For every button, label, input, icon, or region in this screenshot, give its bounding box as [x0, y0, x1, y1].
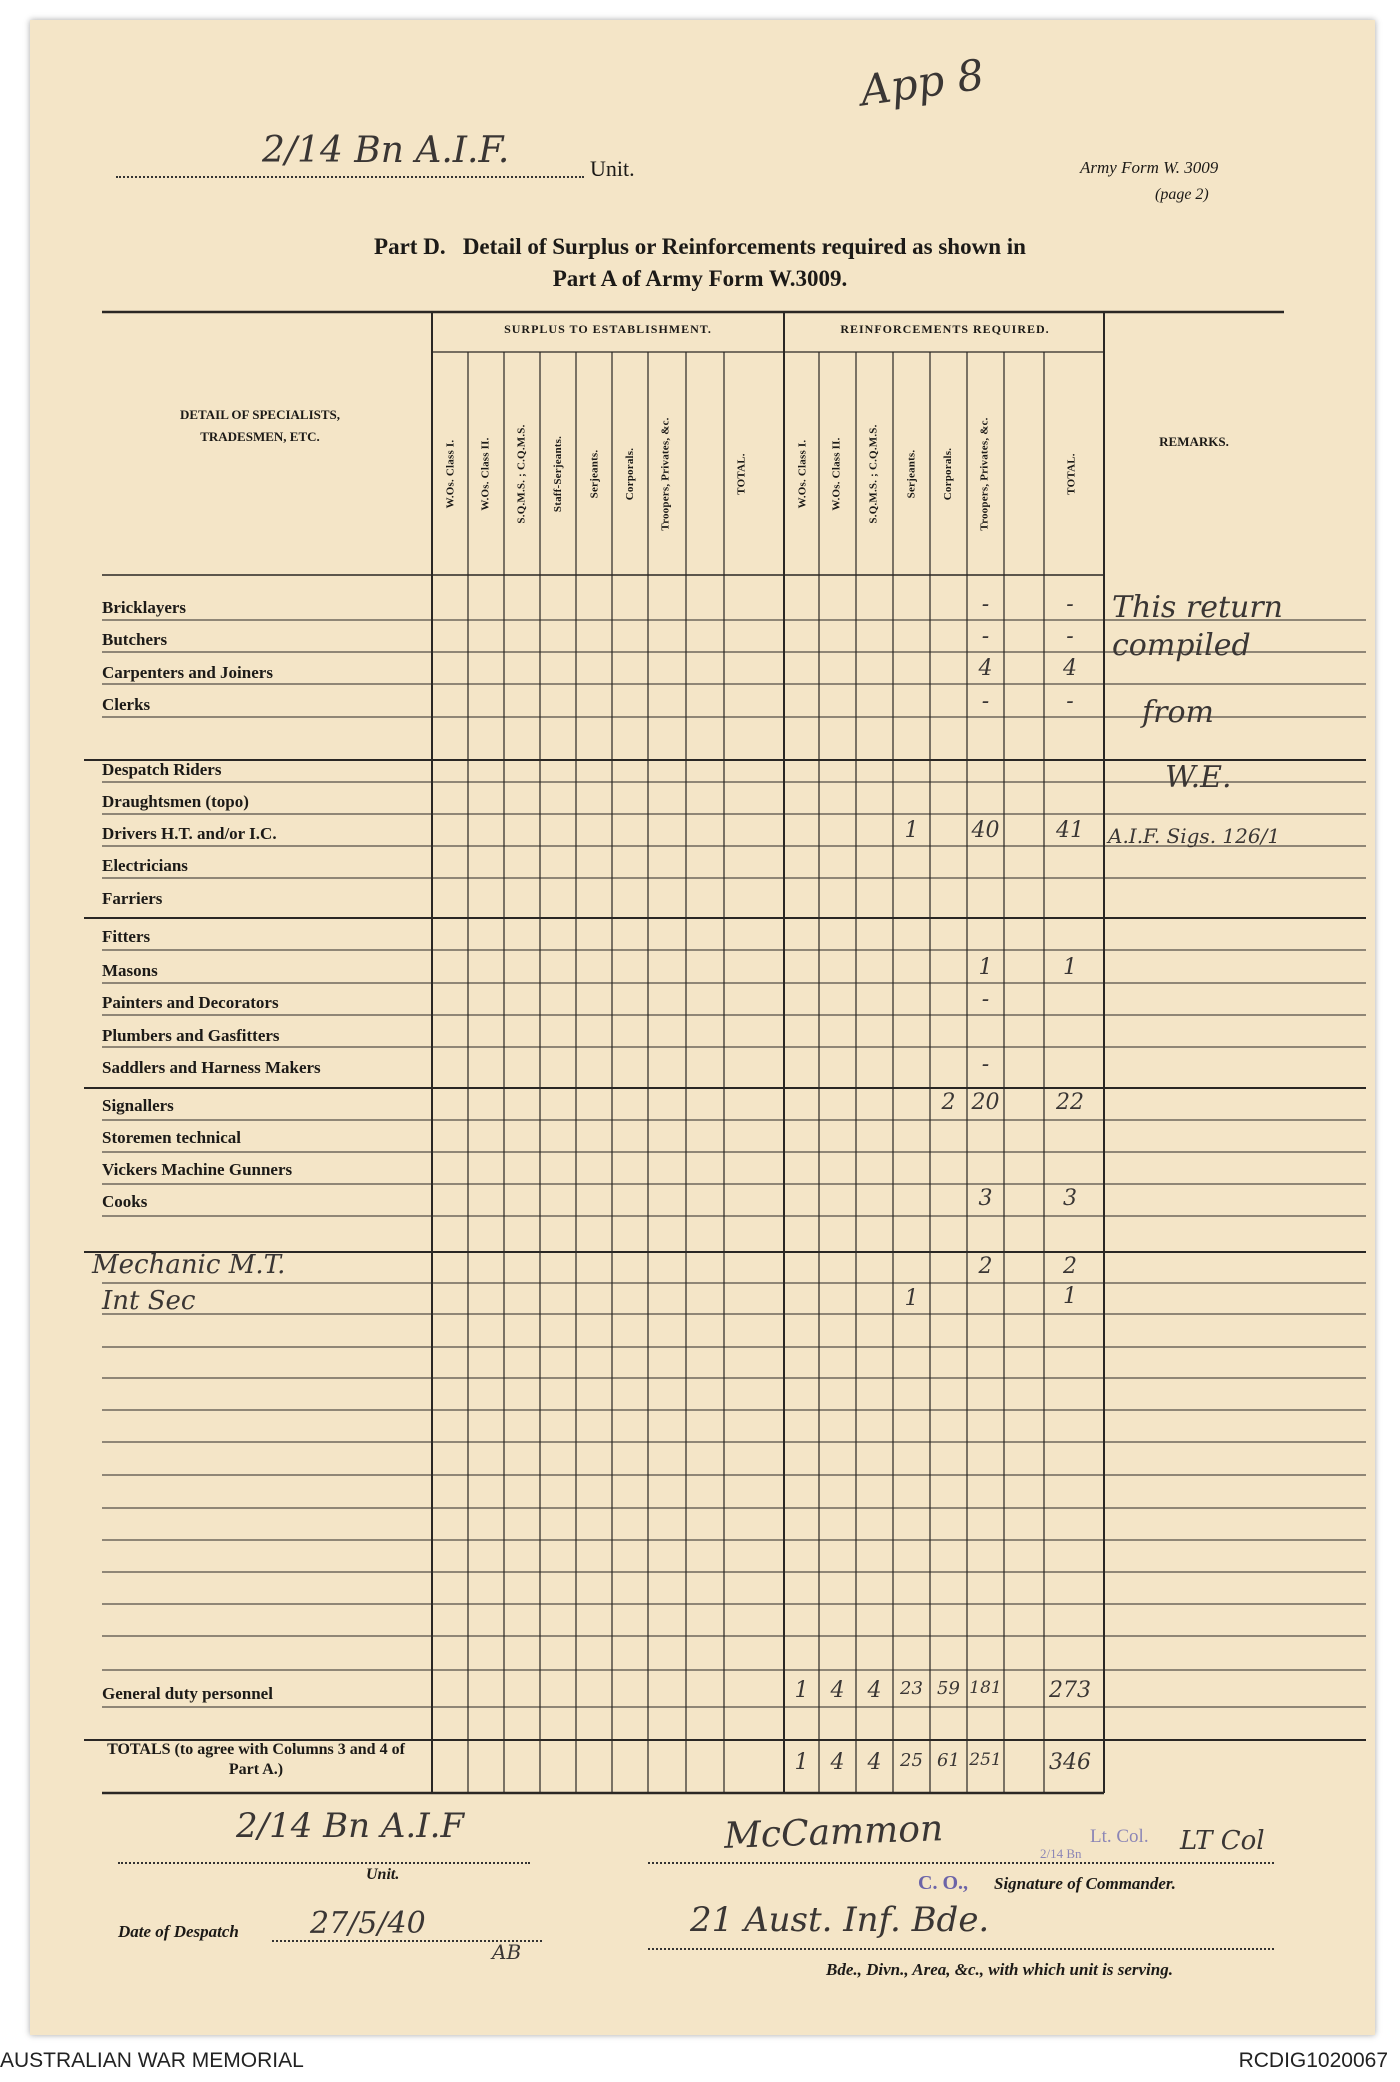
unit-handwritten: 2/14 Bn A.I.F. [262, 130, 510, 171]
cell-painters-troopers: - [981, 987, 990, 1012]
row-label-totals: TOTALS (to agree with Columns 3 and 4 of Part A.) [107, 1741, 405, 1778]
form-title-line1: Part D. Detail of Surplus or Reinforcements required as shown in [374, 234, 1026, 259]
date-of-despatch-value: 27/5/40 [310, 1906, 426, 1941]
row-label-cooks: Cooks [102, 1192, 148, 1211]
row-label-plumbers: Plumbers and Gasfitters [102, 1026, 280, 1045]
surplus-col-serjeants-header: Serjeants. [588, 449, 600, 499]
surplus-col-total-header: TOTAL. [736, 453, 749, 495]
row-label-vickers: Vickers Machine Gunners [102, 1160, 293, 1179]
unit-label: Unit. [590, 156, 635, 181]
cell-gd-total: 273 [1049, 1678, 1091, 1703]
reinf-col-sqms-header: S.Q.M.S. ; C.Q.M.S. [868, 424, 881, 524]
reinf-col-total-header: TOTAL. [1066, 453, 1079, 495]
cell-cooks-troopers: 3 [978, 1186, 993, 1211]
cell-bricklayers-total: - [1066, 592, 1074, 617]
row-label-mechanic-mt: Mechanic M.T. [92, 1250, 286, 1280]
row-label-signallers: Signallers [102, 1096, 174, 1115]
surplus-col-corporals-header: Corporals. [624, 447, 637, 501]
handwritten-rank: LT Col [1180, 1826, 1265, 1856]
cell-gd-troopers: 181 [969, 1678, 1002, 1698]
form-page: (page 2) [1155, 186, 1209, 203]
row-label-saddlers: Saddlers and Harness Makers [102, 1058, 321, 1077]
row-label-carpenters: Carpenters and Joiners [102, 663, 273, 682]
cell-drivers-total: 41 [1056, 818, 1084, 843]
cell-clerks-troopers: - [981, 689, 990, 714]
cell-totals-sqms: 4 [867, 1750, 882, 1775]
date-of-despatch-label: Date of Despatch [118, 1922, 239, 1941]
cell-totals-total: 346 [1049, 1750, 1091, 1775]
date-initials: AB [492, 1940, 522, 1964]
surplus-col-wo2-header: W.Os. Class II. [480, 437, 493, 511]
row-label-masons: Masons [102, 961, 158, 980]
surplus-col-staff-serjeants-header: Staff-Serjeants. [552, 435, 564, 513]
reinf-col-wo2-header: W.Os. Class II. [831, 437, 844, 511]
cell-signallers-troopers: 20 [971, 1090, 1000, 1115]
surplus-col-troopers-header: Troopers, Privates, &c. [660, 417, 672, 531]
cell-intsec-total: 1 [1063, 1284, 1077, 1309]
cell-masons-troopers: 1 [978, 955, 993, 980]
bottom-unit-label: Unit. [366, 1866, 400, 1883]
cell-totals-wo1: 1 [794, 1750, 809, 1775]
row-label-int-sec: Int Sec [102, 1286, 196, 1316]
remarks-header: REMARKS. [1159, 434, 1229, 449]
detail-header: DETAIL OF SPECIALISTS, TRADESMEN, ETC. [179, 407, 341, 444]
cell-butchers-total: - [1066, 624, 1074, 649]
brigade-underline [648, 1948, 1274, 1950]
cell-carpenters-total: 4 [1063, 656, 1077, 681]
remark-line3: from [1142, 695, 1214, 730]
surplus-col-blank-header [684, 372, 720, 576]
cell-signallers-total: 22 [1056, 1090, 1084, 1115]
surplus-col-wo1-header: W.Os. Class I. [444, 439, 457, 509]
stamp-unit: 2/14 Bn [1040, 1846, 1082, 1861]
cell-mechanic-troopers: 2 [978, 1254, 993, 1279]
footer-id: RCDIG1020067 [1238, 2049, 1388, 2072]
row-label-electricians: Electricians [102, 856, 188, 875]
cell-totals-corporals: 61 [937, 1750, 960, 1771]
cell-saddlers-troopers: - [981, 1052, 990, 1077]
cell-totals-troopers: 251 [969, 1750, 1002, 1770]
surplus-col-sqms-header: S.Q.M.S. ; C.Q.M.S. [516, 424, 529, 524]
cell-intsec-serjeants: 1 [904, 1286, 919, 1311]
cell-gd-wo2: 4 [830, 1678, 845, 1703]
cell-bricklayers-troopers: - [981, 592, 990, 617]
group-reinforcements-header: REINFORCEMENTS REQUIRED. [840, 322, 1050, 336]
signature-label: Signature of Commander. [994, 1874, 1176, 1893]
row-label-despatch-riders: Despatch Riders [102, 760, 222, 779]
cell-cooks-total: 3 [1063, 1186, 1077, 1211]
row-label-painters: Painters and Decorators [102, 993, 279, 1012]
row-label-drivers: Drivers H.T. and/or I.C. [102, 824, 277, 843]
cell-carpenters-troopers: 4 [978, 656, 993, 681]
remark-line1: This return [1112, 590, 1283, 625]
signature-underline [648, 1862, 1274, 1864]
remark-line5: A.I.F. Sigs. 126/1 [1108, 824, 1281, 848]
row-label-fitters: Fitters [102, 927, 151, 946]
cell-gd-wo1: 1 [794, 1678, 809, 1703]
reinf-col-troopers-header: Troopers, Privates, &c. [979, 417, 991, 531]
cell-signallers-corporals: 2 [941, 1090, 956, 1115]
cell-gd-corporals: 59 [937, 1678, 960, 1699]
row-label-storemen: Storemen technical [102, 1128, 241, 1147]
cell-clerks-total: - [1066, 689, 1074, 714]
brigade-label: Bde., Divn., Area, &c., with which unit is serving. [826, 1960, 1173, 1979]
reinf-col-corporals-header: Corporals. [942, 447, 955, 501]
cell-butchers-troopers: - [981, 624, 990, 649]
reinf-col-blank-header [1004, 372, 1040, 576]
cell-gd-sqms: 4 [867, 1678, 882, 1703]
cell-mechanic-total: 2 [1063, 1254, 1077, 1279]
row-label-butchers: Butchers [102, 630, 168, 649]
reinf-col-serjeants-header: Serjeants. [905, 449, 917, 499]
cell-totals-serjeants: 25 [900, 1750, 923, 1771]
cell-totals-wo2: 4 [830, 1750, 845, 1775]
reinf-col-wo1-header: W.Os. Class I. [796, 439, 809, 509]
commander-signature: McCammon [723, 1808, 944, 1857]
cell-masons-total: 1 [1063, 955, 1077, 980]
footer-source: AUSTRALIAN WAR MEMORIAL [0, 2049, 304, 2072]
row-label-bricklayers: Bricklayers [102, 598, 187, 617]
cell-drivers-troopers: 40 [971, 818, 1000, 843]
bottom-unit-underline [118, 1862, 530, 1864]
appendix-annotation: App 8 [857, 49, 987, 116]
remark-line4: W.E. [1165, 760, 1232, 795]
row-label-draughtsmen: Draughtsmen (topo) [102, 792, 249, 811]
stamp-rank: Lt. Col. [1090, 1826, 1149, 1847]
row-label-general-duty: General duty personnel [102, 1684, 273, 1703]
brigade-handwritten: 21 Aust. Inf. Bde. [690, 1900, 990, 1940]
stamp-co: C. O., [918, 1872, 968, 1894]
bottom-unit-handwritten: 2/14 Bn A.I.F [236, 1806, 465, 1846]
row-label-clerks: Clerks [102, 695, 151, 714]
cell-gd-serjeants: 23 [900, 1678, 923, 1699]
form-name: Army Form W. 3009 [1080, 158, 1219, 177]
row-label-farriers: Farriers [102, 889, 163, 908]
remark-line2: compiled [1112, 628, 1251, 663]
group-surplus-header: SURPLUS TO ESTABLISHMENT. [504, 322, 712, 336]
cell-drivers-serjeants: 1 [904, 818, 919, 843]
form-title-line2: Part A of Army Form W.3009. [552, 266, 848, 291]
